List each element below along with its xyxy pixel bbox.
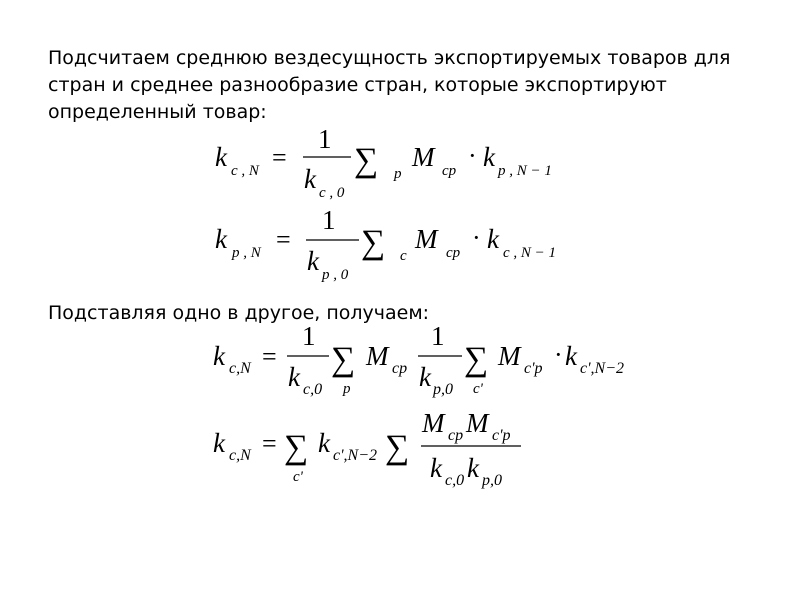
dot-operator: ·	[472, 223, 481, 252]
matrix1-var: M	[366, 341, 389, 371]
k-var: k	[483, 142, 495, 172]
fraction1-denominator-sub: c,0	[303, 381, 323, 398]
matrix-sub: cp	[446, 245, 461, 261]
substitution-paragraph: Подставляя одно в другое, получаем:	[48, 302, 430, 324]
denominator-k1-var: k	[430, 453, 442, 483]
sum-symbol: ∑	[361, 224, 386, 261]
matrix2-sub: c'p	[524, 360, 543, 377]
fraction2-denominator-var: k	[419, 362, 431, 392]
equals-sign: =	[262, 429, 277, 458]
fraction-denominator-var: k	[304, 164, 316, 194]
sum2-symbol: ∑	[464, 341, 489, 378]
denominator-k2-sub: p,0	[482, 472, 502, 489]
sum1-index: p	[343, 381, 351, 397]
lhs-sub: c,N	[229, 360, 251, 377]
sum2-symbol: ∑	[385, 429, 410, 466]
numerator-m2-sub: c'p	[492, 427, 511, 444]
denominator-k2-var: k	[467, 453, 479, 483]
sum1-index: c'	[293, 469, 303, 485]
fraction-numerator: 1	[318, 124, 332, 154]
sum-index: p	[394, 166, 402, 182]
denominator-k1-sub: c,0	[445, 472, 465, 489]
numerator-m2-var: M	[466, 408, 489, 438]
equals-sign: =	[262, 342, 277, 371]
fraction-denominator-var: k	[307, 246, 319, 276]
lhs-sub: c,N	[229, 447, 251, 464]
k-sub: c',N−2	[333, 447, 377, 464]
sum-index: c	[400, 248, 407, 264]
lhs-sub: c , N	[231, 163, 259, 179]
fraction-denominator-sub: p , 0	[322, 267, 349, 283]
fraction-numerator: 1	[322, 205, 336, 235]
lhs-var: k	[213, 341, 225, 371]
equals-sign: =	[276, 225, 291, 254]
matrix2-var: M	[498, 341, 521, 371]
k-var: k	[565, 341, 577, 371]
k-sub: c',N−2	[580, 360, 624, 377]
equals-sign: =	[272, 143, 287, 172]
fraction1-numerator: 1	[302, 321, 316, 351]
lhs-var: k	[215, 224, 227, 254]
numerator-m1-sub: cp	[448, 427, 464, 444]
lhs-var: k	[213, 428, 225, 458]
k-sub: p , N − 1	[498, 163, 552, 179]
sum1-symbol: ∑	[331, 341, 356, 378]
matrix-var: M	[412, 142, 435, 172]
fraction2-denominator-sub: p,0	[433, 381, 453, 398]
numerator-m1-var: M	[422, 408, 445, 438]
matrix-var: M	[415, 224, 438, 254]
k-var: k	[487, 224, 499, 254]
k-var: k	[318, 428, 330, 458]
matrix-sub: cp	[442, 163, 457, 179]
dot-operator: ·	[554, 340, 563, 369]
lhs-var: k	[215, 142, 227, 172]
fraction1-denominator-var: k	[288, 362, 300, 392]
sum-symbol: ∑	[354, 142, 379, 179]
fraction2-numerator: 1	[431, 321, 445, 351]
intro-paragraph: Подсчитаем среднюю вездесущность экспортируемых товаров для стран и среднее разнообразие стран, которые экспортируют определенный товар:	[48, 47, 731, 123]
matrix1-sub: cp	[392, 360, 408, 377]
k-sub: c , N − 1	[503, 245, 557, 261]
sum2-index: c'	[473, 381, 483, 397]
sum1-symbol: ∑	[284, 429, 309, 466]
fraction-denominator-sub: c , 0	[319, 185, 345, 201]
dot-operator: ·	[468, 141, 477, 170]
lhs-sub: p , N	[232, 245, 261, 261]
